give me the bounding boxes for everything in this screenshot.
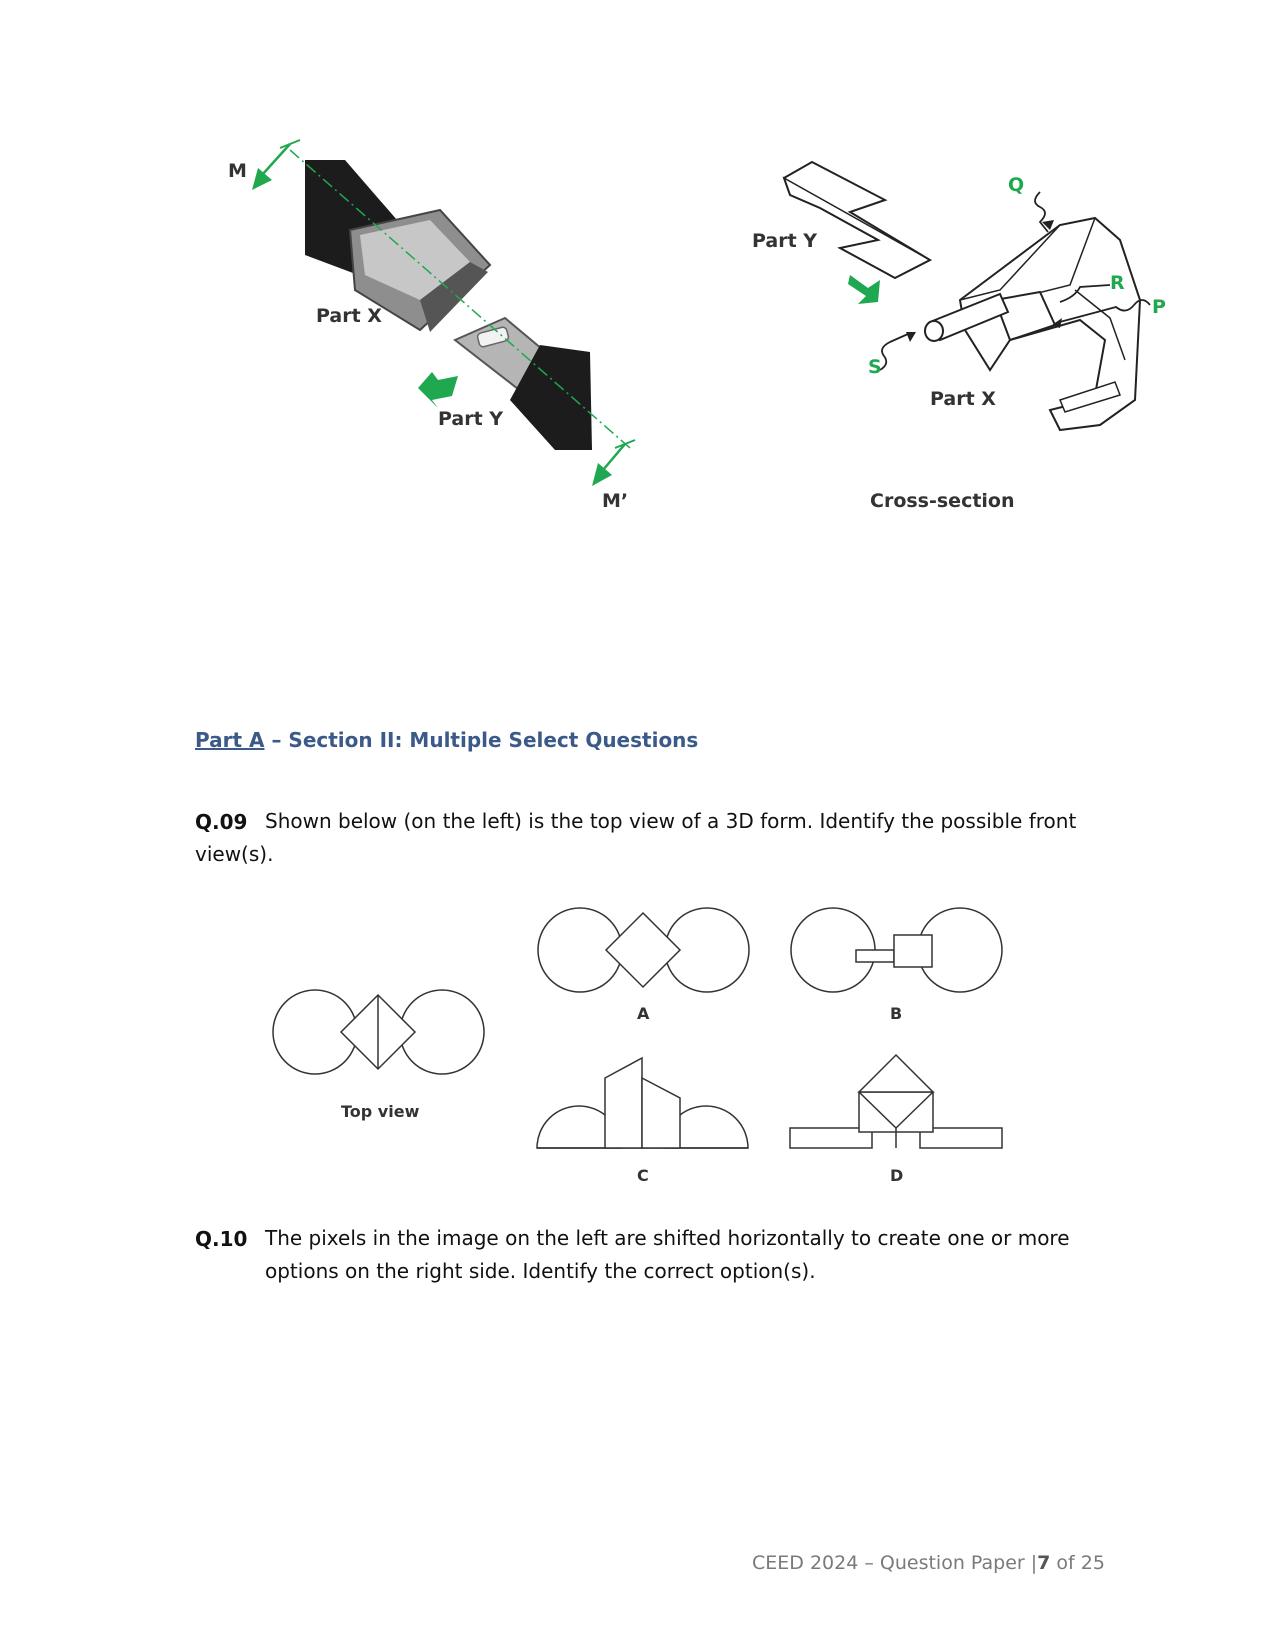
q09-number: Q.09: [195, 810, 248, 834]
section-title: – Section II: Multiple Select Questions: [264, 728, 699, 752]
q09-text-line1: Shown below (on the left) is the top view of a 3D form. Identify the possible front: [265, 809, 1077, 833]
label-s: S: [868, 356, 882, 378]
footer-suffix: of 25: [1050, 1552, 1105, 1574]
option-c-label[interactable]: C: [637, 1166, 649, 1185]
cross-section-caption: Cross-section: [870, 490, 1015, 512]
label-part-x: Part X: [316, 305, 382, 327]
label-part-y: Part Y: [438, 408, 504, 430]
q10-number: Q.10: [195, 1227, 248, 1251]
footer-prefix: CEED 2024 – Question Paper |: [752, 1552, 1038, 1574]
option-d-label[interactable]: D: [890, 1166, 904, 1185]
footer-page-number: 7: [1037, 1552, 1051, 1574]
label-p: P: [1152, 296, 1166, 318]
page-footer: [752, 1552, 1105, 1574]
label-m-prime: M’: [602, 490, 629, 512]
q10-text-line1: The pixels in the image on the left are shifted horizontally to create one or more: [265, 1226, 1070, 1250]
label-q: Q: [1008, 174, 1025, 196]
option-a-label[interactable]: A: [637, 1004, 650, 1023]
q09-text-line2: view(s).: [195, 842, 274, 866]
label-m: M: [228, 160, 247, 182]
top-view-label: Top view: [341, 1102, 420, 1121]
section-part-link: Part A: [195, 728, 265, 752]
option-b-label[interactable]: B: [890, 1004, 903, 1023]
label-r: R: [1110, 272, 1125, 294]
label-cs-part-y: Part Y: [752, 230, 818, 252]
label-cs-part-x: Part X: [930, 388, 996, 410]
q10-text-line2: options on the right side. Identify the correct option(s).: [265, 1259, 816, 1283]
